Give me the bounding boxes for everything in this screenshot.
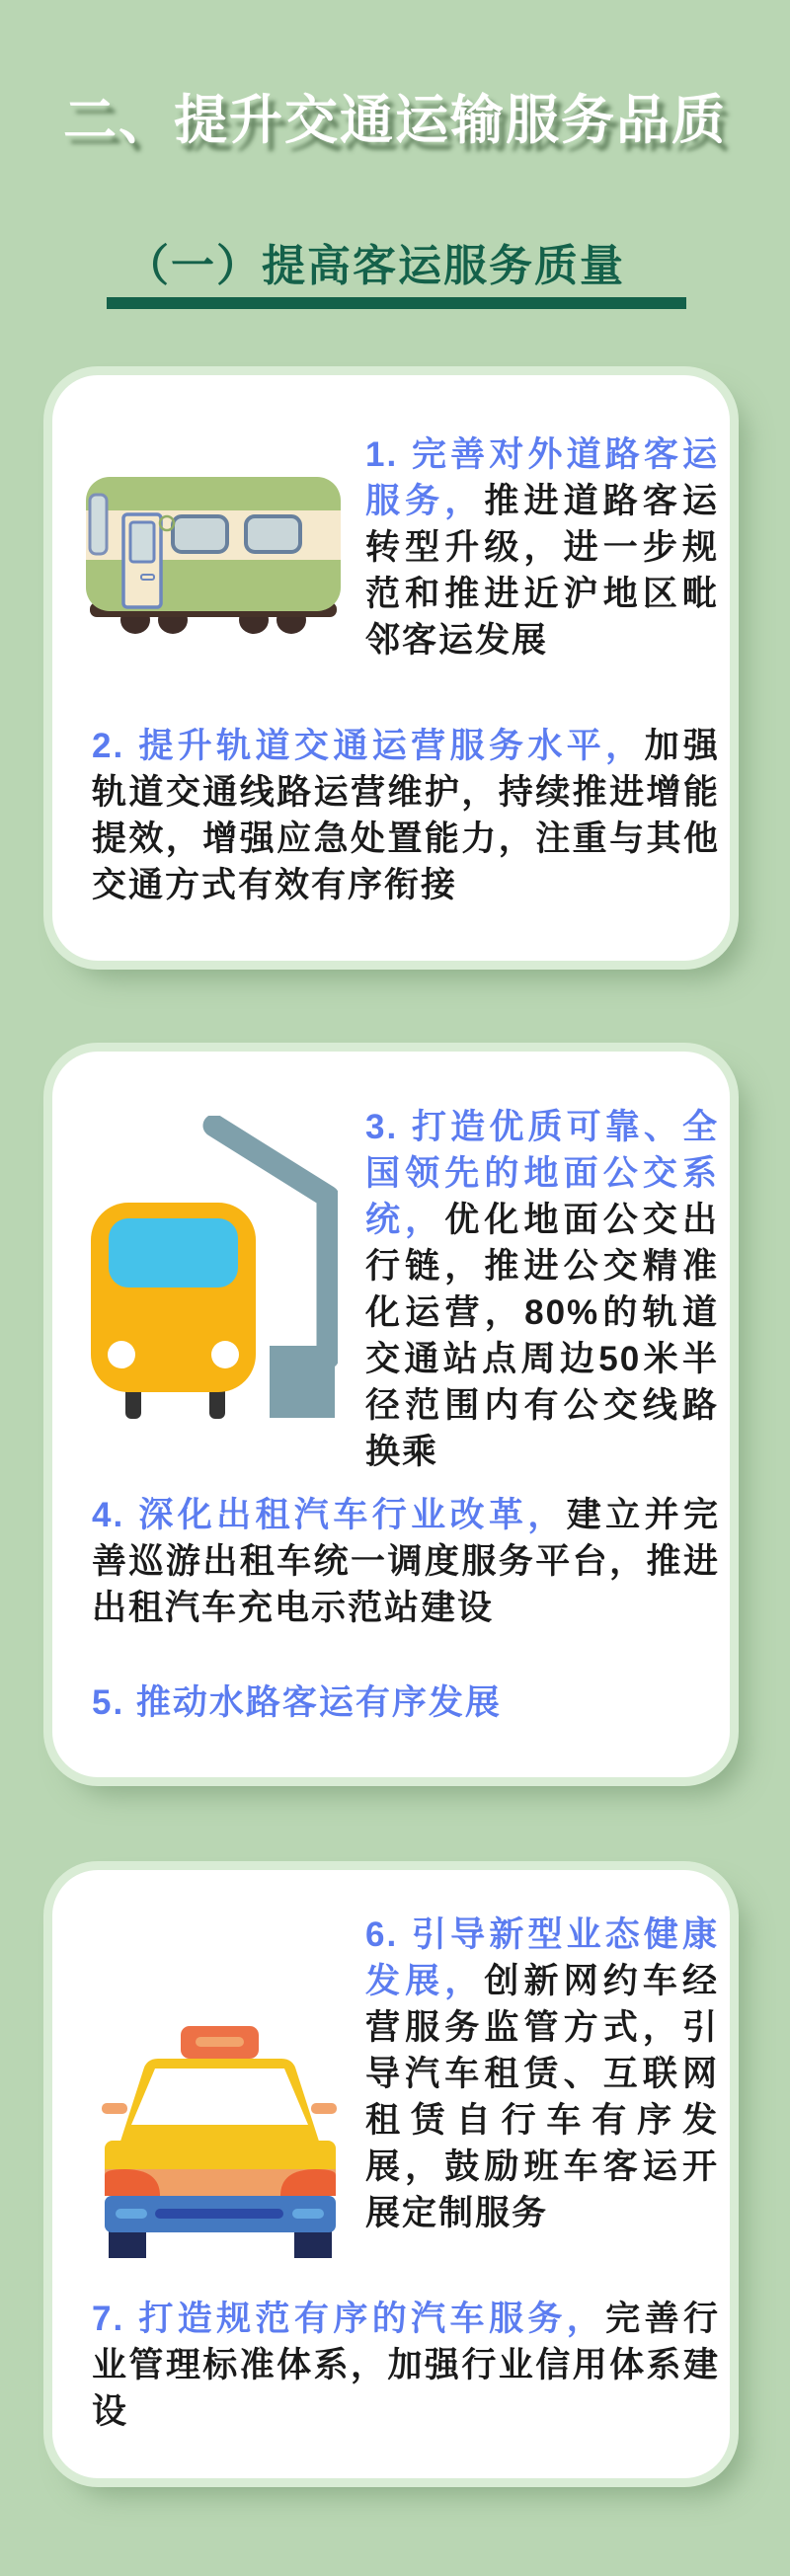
item-1 (365, 431, 719, 664)
item-3-lead: 3. 打造优质可靠、全国领先的地面公交系统， (365, 1108, 719, 1239)
item-6-body: 创新网约车经营服务监管方式，引导汽车租赁、互联网租赁自行车有序发展，鼓励班车客运开展定制服务 (365, 1962, 719, 2232)
item-4-body: 建立并完善巡游出租车统一调度服务平台，推进出租汽车充电示范站建设 (92, 1496, 720, 1627)
item-4-lead: 4. 深化出租汽车行业改革， (92, 1496, 567, 1534)
item-2-body: 加强轨道交通线路运营维护，持续推进增能提效，增强应急处置能力，注重与其他交通方式有效有序衔接 (92, 727, 720, 904)
train-car-icon (86, 477, 341, 645)
card-bus-taxi-water-service (52, 1052, 730, 1777)
item-1-body: 推进道路客运转型升级，进一步规范和推进近沪地区毗邻客运发展 (365, 482, 719, 660)
page-title: 二、提升交通运输服务品质 (63, 91, 727, 150)
taxi-icon (99, 2024, 340, 2261)
item-3 (365, 1104, 719, 1475)
item-4 (92, 1492, 720, 1631)
item-2-lead: 2. 提升轨道交通运营服务水平， (92, 727, 645, 765)
item-7 (92, 2296, 720, 2435)
item-7-body: 完善行业管理标准体系，加强行业信用体系建设 (92, 2300, 720, 2431)
section-heading: （一）提高客运服务质量 (125, 242, 625, 290)
item-5 (92, 1679, 720, 1726)
card-road-rail-service (52, 375, 730, 961)
section-underline (107, 297, 686, 309)
card-new-mobility-service (52, 1870, 730, 2478)
item-6-lead: 6. 引导新型业态健康发展， (365, 1915, 719, 2000)
item-5-lead: 5. 推动水路客运有序发展 (92, 1683, 502, 1722)
item-1-lead: 1. 完善对外道路客运服务， (365, 435, 719, 520)
item-3-body: 优化地面公交出行链，推进公交精准化运营，80%的轨道交通站点周边50米半径范围内有公交线路换乘 (365, 1201, 719, 1471)
bus-stop-icon (91, 1116, 338, 1422)
item-2 (92, 723, 720, 908)
item-7-lead: 7. 打造规范有序的汽车服务， (92, 2300, 606, 2338)
item-6 (365, 1912, 719, 2236)
